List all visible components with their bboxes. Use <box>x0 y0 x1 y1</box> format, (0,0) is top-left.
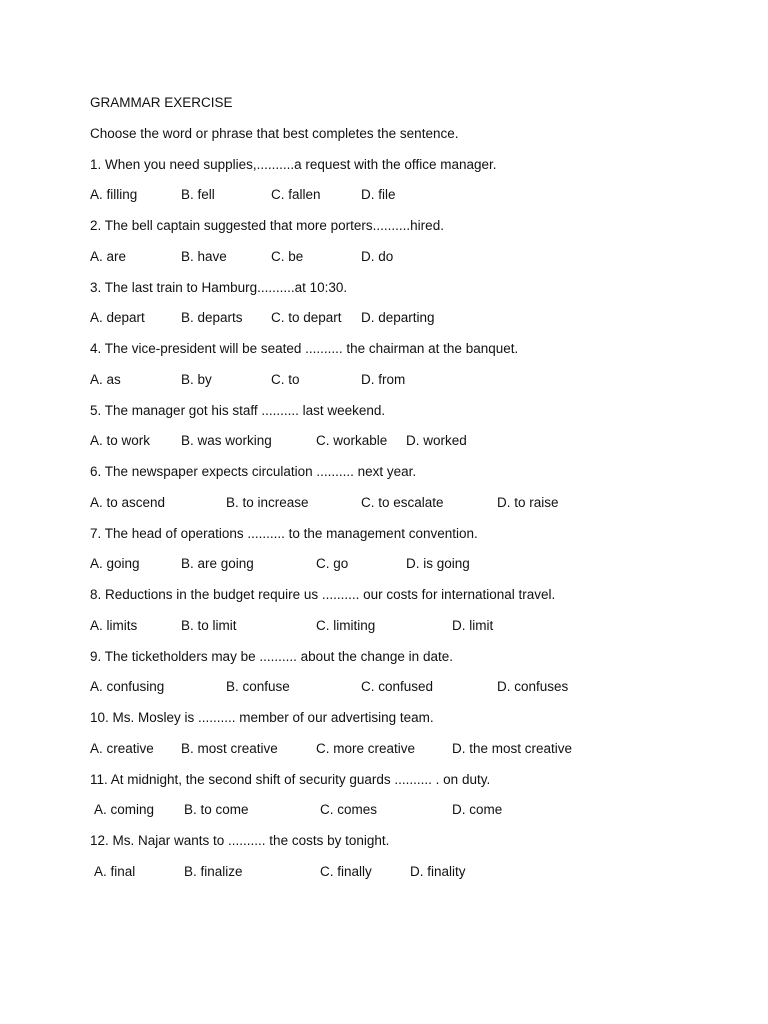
option-5b: B. was working <box>181 433 272 448</box>
option-4b: B. by <box>181 372 212 387</box>
option-4a: A. as <box>90 372 121 387</box>
option-8d: D. limit <box>452 618 494 633</box>
option-9a: A. confusing <box>90 679 165 694</box>
option-9d: D. confuses <box>497 679 569 694</box>
option-10a: A. creative <box>90 741 154 756</box>
option-7c: C. go <box>316 556 349 571</box>
option-2b: B. have <box>181 249 227 264</box>
option-10b: B. most creative <box>181 741 278 756</box>
option-8c: C. limiting <box>316 618 376 633</box>
option-3b: B. departs <box>181 310 243 325</box>
question-11: 11. At midnight, the second shift of security guards .......... . on duty. <box>90 772 491 787</box>
option-12d: D. finality <box>410 864 466 879</box>
option-8b: B. to limit <box>181 618 237 633</box>
option-1a: A. filling <box>90 187 138 202</box>
question-6: 6. The newspaper expects circulation .......... next year. <box>90 464 417 479</box>
option-5a: A. to work <box>90 433 151 448</box>
option-10c: C. more creative <box>316 741 416 756</box>
option-11b: B. to come <box>184 802 249 817</box>
option-12b: B. finalize <box>184 864 243 879</box>
option-11a: A. coming <box>94 802 155 817</box>
option-2a: A. are <box>90 249 127 264</box>
option-7d: D. is going <box>406 556 470 571</box>
question-3: 3. The last train to Hamburg..........at 10:30. <box>90 280 348 295</box>
option-7b: B. are going <box>181 556 254 571</box>
option-5c: C. workable <box>316 433 388 448</box>
option-3d: D. departing <box>361 310 435 325</box>
option-10d: D. the most creative <box>452 741 573 756</box>
option-6b: B. to increase <box>226 495 309 510</box>
option-12c: C. finally <box>320 864 372 879</box>
option-12a: A. final <box>94 864 136 879</box>
question-12: 12. Ms. Najar wants to .......... the costs by tonight. <box>90 833 390 848</box>
instructions: Choose the word or phrase that best completes the sentence. <box>90 126 459 141</box>
option-6d: D. to raise <box>497 495 559 510</box>
question-10: 10. Ms. Mosley is .......... member of our advertising team. <box>90 710 434 725</box>
option-9b: B. confuse <box>226 679 290 694</box>
option-5d: D. worked <box>406 433 467 448</box>
option-3a: A. depart <box>90 310 145 325</box>
question-7: 7. The head of operations .......... to the management convention. <box>90 526 478 541</box>
option-2d: D. do <box>361 249 394 264</box>
option-11d: D. come <box>452 802 503 817</box>
option-4d: D. from <box>361 372 406 387</box>
question-2: 2. The bell captain suggested that more porters..........hired. <box>90 218 444 233</box>
question-8: 8. Reductions in the budget require us .......... our costs for international travel. <box>90 587 556 602</box>
question-5: 5. The manager got his staff .......... last weekend. <box>90 403 386 418</box>
option-6c: C. to escalate <box>361 495 444 510</box>
option-1b: B. fell <box>181 187 215 202</box>
option-7a: A. going <box>90 556 140 571</box>
option-3c: C. to depart <box>271 310 342 325</box>
page-title: GRAMMAR EXERCISE <box>90 95 233 110</box>
option-9c: C. confused <box>361 679 434 694</box>
option-8a: A. limits <box>90 618 138 633</box>
option-11c: C. comes <box>320 802 378 817</box>
question-9: 9. The ticketholders may be .......... about the change in date. <box>90 649 453 664</box>
option-1c: C. fallen <box>271 187 321 202</box>
question-4: 4. The vice-president will be seated .......... the chairman at the banquet. <box>90 341 519 356</box>
option-6a: A. to ascend <box>90 495 166 510</box>
question-1: 1. When you need supplies,..........a request with the office manager. <box>90 157 497 172</box>
option-4c: C. to <box>271 372 300 387</box>
option-1d: D. file <box>361 187 396 202</box>
option-2c: C. be <box>271 249 304 264</box>
